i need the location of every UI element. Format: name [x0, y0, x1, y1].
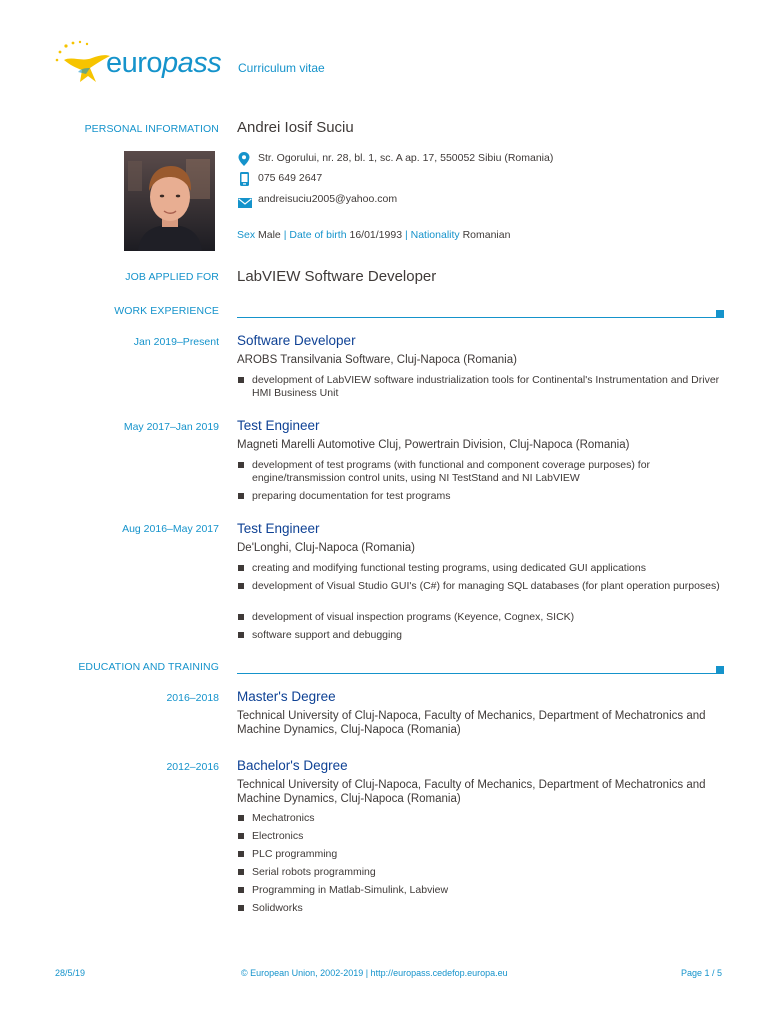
list-item: [237, 459, 722, 484]
list-item: [237, 562, 722, 575]
list-item: [237, 580, 722, 593]
work-title: Test Engineer: [237, 418, 320, 433]
europass-star-figure-icon: [52, 38, 114, 88]
list-item: [237, 611, 722, 624]
dob-label: Date of birth: [289, 229, 347, 241]
list-item: [237, 830, 722, 843]
education-title: Master's Degree: [237, 689, 336, 704]
list-item-text: PLC programming: [252, 848, 338, 860]
education-training-label: EDUCATION AND TRAINING: [78, 661, 219, 673]
education-institution: Technical University of Cluj-Napoca, Faculty of Mechanics, Department of Mechatronics and Machine Dynamics, Cluj-Napoca (Romania): [237, 779, 706, 805]
work-experience-label: WORK EXPERIENCE: [114, 305, 219, 317]
list-item: [237, 812, 722, 825]
list-item-text: development of visual inspection programs (Keyence, Cognex, SICK): [252, 611, 575, 623]
list-item: [237, 884, 722, 897]
bullet-square-icon: [238, 565, 244, 571]
work-dates: Jan 2019–Present: [133, 336, 219, 348]
bullet-square-icon: [238, 493, 244, 499]
section-divider: [237, 317, 718, 318]
bullet-square-icon: [238, 632, 244, 638]
list-item-text: development of Visual Studio GUI's (C#) for managing SQL databases (for plant operation purposes): [252, 580, 720, 592]
dob-value: 16/01/1993: [349, 229, 403, 241]
bullet-square-icon: [238, 851, 244, 857]
work-employer: AROBS Transilvania Software, Cluj-Napoca (Romania): [237, 354, 517, 366]
work-employer: Magneti Marelli Automotive Cluj, Powertrain Division, Cluj-Napoca (Romania): [237, 439, 630, 451]
person-name: Andrei Iosif Suciu: [237, 119, 354, 136]
list-item: [237, 374, 722, 399]
bullet-square-icon: [238, 833, 244, 839]
education-title: Bachelor's Degree: [237, 758, 348, 773]
section-divider-marker: [716, 310, 724, 318]
location-pin-icon: [238, 152, 250, 171]
list-item-text: development of LabVIEW software industrialization tools for Continental's Instrumentation and Driver HMI Business Unit: [252, 374, 720, 399]
logo-wordmark: [106, 48, 221, 78]
list-item-text: software support and debugging: [252, 629, 403, 641]
list-item-text: Mechatronics: [252, 812, 315, 824]
sex-label: Sex: [237, 229, 256, 241]
bullet-square-icon: [238, 815, 244, 821]
list-item: [237, 629, 722, 642]
list-item: [237, 902, 722, 915]
list-item-text: preparing documentation for test programs: [252, 490, 451, 502]
section-divider: [237, 673, 718, 674]
bullet-square-icon: [238, 614, 244, 620]
nationality-label: Nationality: [410, 229, 460, 241]
work-dates: May 2017–Jan 2019: [123, 421, 219, 433]
bullet-square-icon: [238, 462, 244, 468]
separator: |: [404, 229, 408, 241]
document-subtitle: Curriculum vitae: [238, 61, 325, 75]
bullet-square-icon: [238, 377, 244, 383]
job-applied-value: LabVIEW Software Developer: [237, 268, 437, 285]
mobile-phone-icon: [240, 172, 249, 191]
europass-logo: [52, 38, 222, 88]
job-applied-label: JOB APPLIED FOR: [125, 271, 219, 283]
logo-pass: pass: [162, 47, 222, 79]
footer-page-number: Page 1 / 5: [680, 968, 722, 978]
email-link[interactable]: andreisuciu2005@yahoo.com: [258, 193, 398, 205]
list-item: [237, 490, 722, 503]
envelope-icon: [238, 195, 252, 213]
list-item: [237, 848, 722, 861]
address-text: Str. Ogorului, nr. 28, bl. 1, sc. A ap. 17, 550052 Sibiu (Romania): [258, 152, 554, 164]
bullet-square-icon: [238, 869, 244, 875]
work-title: Software Developer: [237, 333, 356, 348]
bullet-square-icon: [238, 583, 244, 589]
sex-value: Male: [258, 229, 281, 241]
bullet-square-icon: [238, 887, 244, 893]
education-institution: Technical University of Cluj-Napoca, Faculty of Mechanics, Department of Mechatronics and Machine Dynamics, Cluj-Napoca (Romania): [237, 710, 706, 736]
logo-euro: euro: [106, 47, 163, 79]
education-dates: 2012–2016: [166, 761, 219, 773]
footer-copyright[interactable]: © European Union, 2002-2019 | http://europass.cedefop.europa.eu: [241, 968, 508, 978]
work-dates: Aug 2016–May 2017: [122, 523, 219, 535]
bullet-square-icon: [238, 905, 244, 911]
work-employer: De'Longhi, Cluj-Napoca (Romania): [237, 542, 415, 554]
personal-information-label: PERSONAL INFORMATION: [84, 123, 219, 135]
list-item-text: creating and modifying functional testing programs, using dedicated GUI applications: [252, 562, 646, 574]
list-item-text: Programming in Matlab-Simulink, Labview: [252, 884, 449, 896]
personal-details-line: [237, 229, 510, 241]
education-dates: 2016–2018: [166, 692, 219, 704]
list-item-text: development of test programs (with functional and component coverage purposes) for engine/transmission control units, using NI TestStand and NI LabVIEW: [252, 459, 651, 484]
list-item-text: Electronics: [252, 830, 304, 842]
phone-text: 075 649 2647: [258, 172, 323, 184]
nationality-value: Romanian: [462, 229, 511, 241]
list-item: [237, 866, 722, 879]
separator: |: [283, 229, 287, 241]
list-item-text: Solidworks: [252, 902, 303, 914]
profile-photo: [124, 151, 215, 251]
footer-date: 28/5/19: [55, 968, 86, 978]
section-divider-marker: [716, 666, 724, 674]
work-title: Test Engineer: [237, 521, 320, 536]
list-item-text: Serial robots programming: [252, 866, 376, 878]
